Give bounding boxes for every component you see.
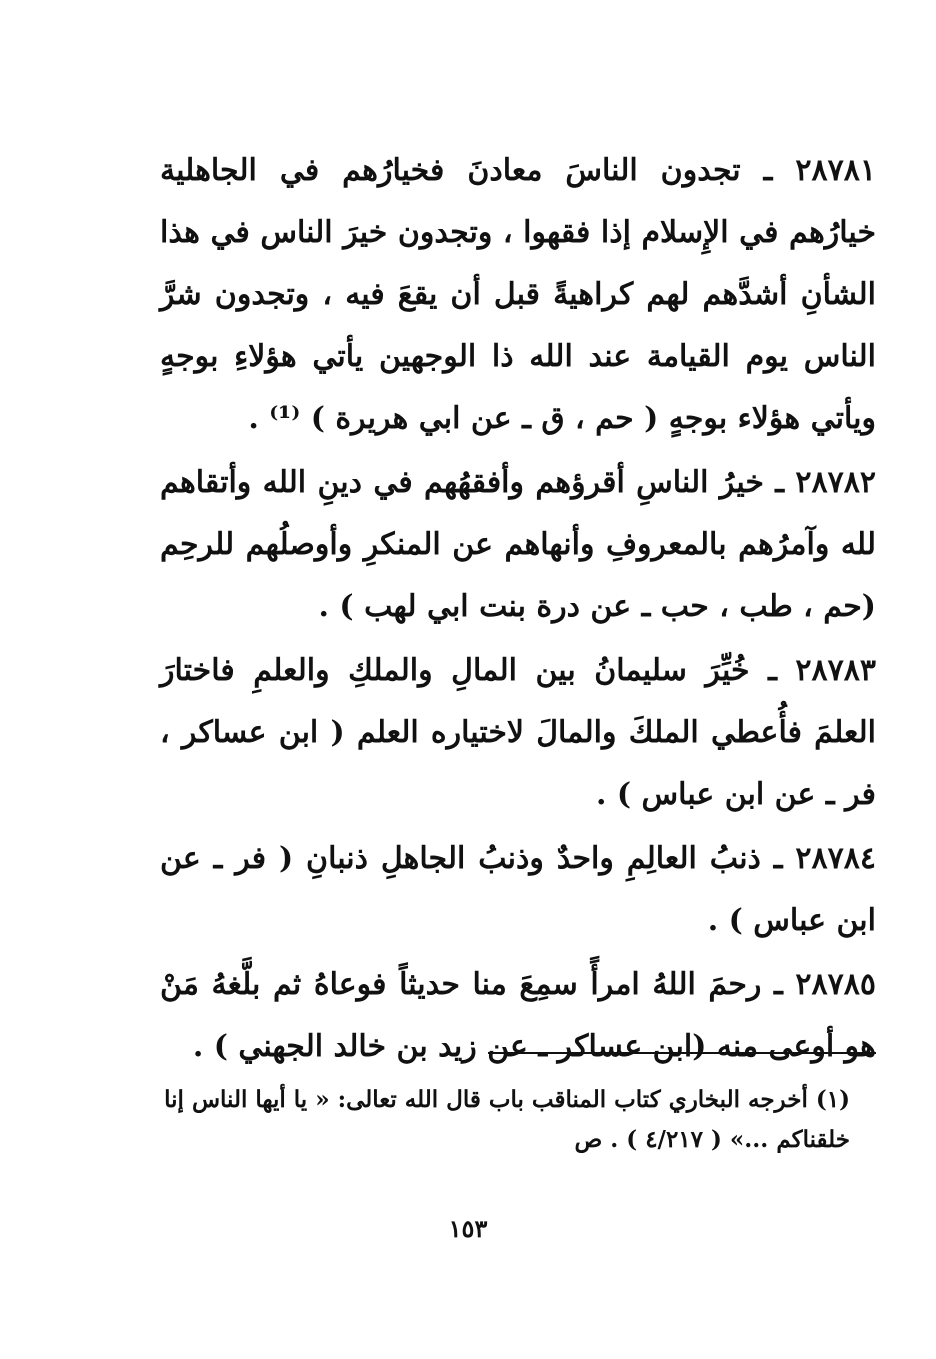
hadith-28784: ٢٨٧٨٤ ـ ذنبُ العالِمِ واحدٌ وذنبُ الجاهلِ ذنبانِ ( فر ـ عن ابن عباس ) . [160, 841, 876, 938]
hadith-28783: ٢٨٧٨٣ ـ خُيِّرَ سليمانُ بين المالِ والملكِ والعلمِ فاختارَ العلمَ فأُعطي الملكَ والمالَ لاختياره العلم ( ابن عساكر ، فر ـ عن ابن عباس ) . [160, 653, 876, 812]
hadith-28785: ٢٨٧٨٥ ـ رحمَ اللهُ امرأً سمِعَ منا حديثاً فوعاهُ ثم بلَّغهُ مَنْ هو أوعى منه (ابن عساكر ـ عن زيد بن خالد الجهني ) . [160, 967, 876, 1064]
footnote: (١) أخرجه البخاري كتاب المناقب باب قال الله تعالى: « يا أيها الناس إنا خلقناكم ...» ( ٤/٢١٧ ) . ص [164, 1086, 850, 1153]
page-number: ١٥٣ [448, 1214, 488, 1243]
hadith-28782: ٢٨٧٨٢ ـ خيرُ الناسِ أقرؤهم وأفقهُهم في دينِ الله وأتقاهم لله وآمرُهم بالمعروفِ وأنهاهم عن المنكرِ وأوصلُهم للرحِم (حم ، طب ، حب ـ عن درة بنت ابي لهب ) . [160, 465, 876, 624]
hadith-28781: ٢٨٧٨١ ـ تجدون الناسَ معادنَ فخيارُهم في الجاهلية خيارُهم في الإِسلام إذا فقهوا ، وتجدون خيرَ الناس في هذا الشأنِ أشدَّهم لهم كراهيةً قبل أن يقعَ فيه ، وتجدون شرَّ الناس يوم القيامة عند الله ذا الوجهين يأتي هؤلاءِ بوجهٍ ويأتي هؤلاء بوجهٍ ( حم ، ق ـ عن ابي هريرة ) ⁽¹⁾ . [160, 153, 876, 436]
hadith-list [160, 140, 876, 1078]
footnote-divider [488, 1052, 876, 1054]
